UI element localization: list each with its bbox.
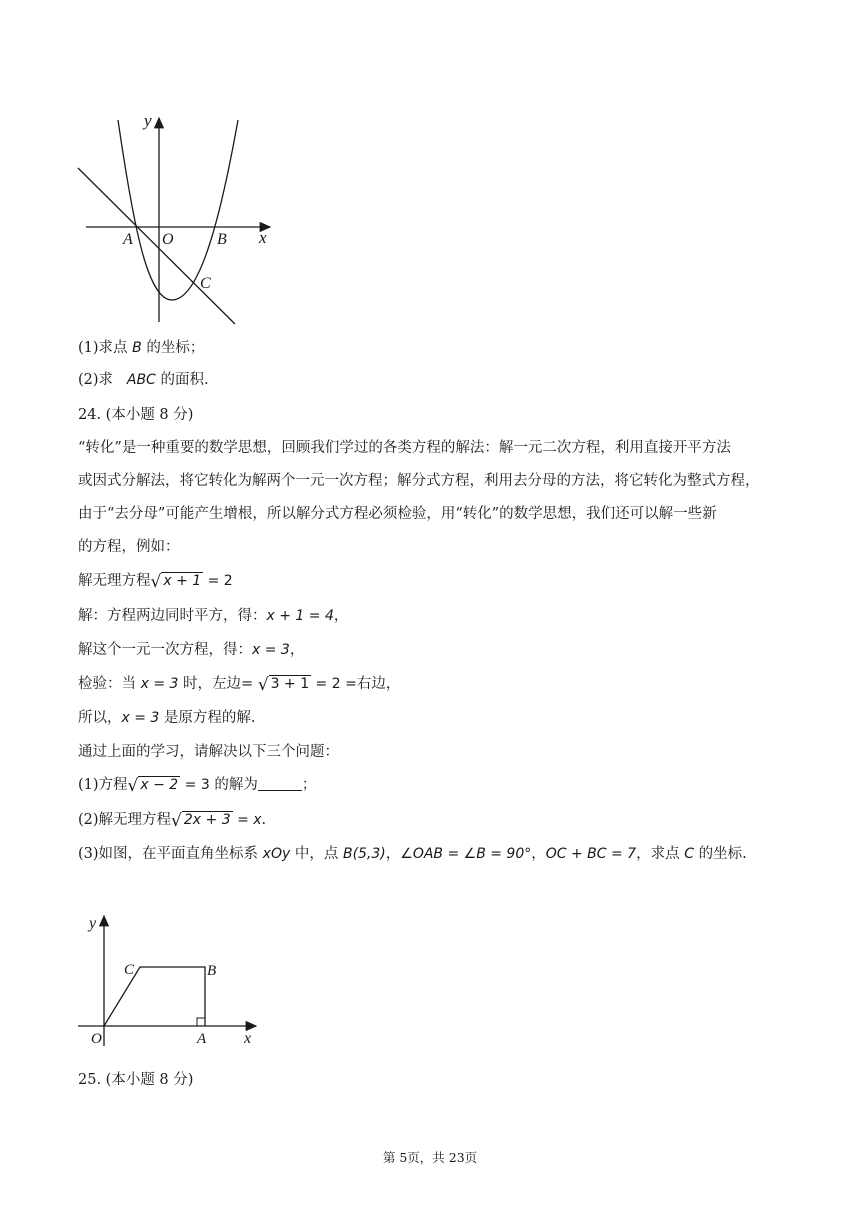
page-footer: 第 5页，共 23页 bbox=[382, 1150, 478, 1165]
p3-b: xOy bbox=[262, 846, 291, 862]
axis-label-x: x bbox=[244, 1030, 252, 1047]
parabola-curve bbox=[118, 120, 238, 300]
point-label-a: A bbox=[123, 231, 133, 248]
p3-i: ，求点 bbox=[636, 846, 685, 862]
point-label-a: A bbox=[197, 1031, 207, 1047]
check-math: x = 3 bbox=[140, 676, 179, 692]
conclusion-prefix: 所以， bbox=[78, 710, 122, 726]
point-label-c: C bbox=[124, 962, 135, 978]
conclusion-suffix: 是原方程的解. bbox=[159, 710, 256, 726]
p3-g: ， bbox=[531, 846, 546, 862]
example-label: 解无理方程 bbox=[78, 573, 151, 589]
q24-example bbox=[78, 572, 233, 591]
q23-part1-var: B bbox=[132, 340, 142, 356]
radical-example: √ x + 1 bbox=[150, 572, 202, 592]
q24-solution-1 bbox=[78, 607, 348, 625]
q24-intro-3: 由于“去分母”可能产生增根，所以解分式方程必须检验，用“转化”的数学思想，我们还可以解一些新 bbox=[78, 506, 717, 522]
q24-problem-3 bbox=[78, 845, 747, 863]
example-radicand: x + 1 bbox=[163, 573, 202, 589]
check-mid: 时，左边= bbox=[178, 676, 258, 692]
q24-problem-2 bbox=[78, 811, 266, 830]
p3-h: OC + BC = 7 bbox=[545, 846, 637, 862]
q24-conclusion bbox=[78, 709, 256, 727]
point-label-o: O bbox=[91, 1031, 102, 1047]
point-label-c: C bbox=[200, 275, 211, 292]
q24-check bbox=[78, 675, 400, 694]
q24-transition: 通过上面的学习，请解决以下三个问题： bbox=[78, 744, 339, 760]
q23-part1 bbox=[78, 339, 204, 357]
q23-part1-prefix: (1)求点 bbox=[78, 340, 133, 356]
radical-p2: √ 2x + 3 bbox=[171, 811, 231, 831]
axis-label-x: x bbox=[259, 228, 267, 247]
p3-k: 的坐标. bbox=[693, 846, 747, 862]
q23-part1-suffix: 的坐标； bbox=[141, 340, 205, 356]
conclusion-math: x = 3 bbox=[121, 710, 160, 726]
p2-radicand: 2x + 3 bbox=[183, 812, 231, 828]
radical-p1: √ x − 2 bbox=[127, 776, 179, 796]
sol-1-prefix: 解：方程两边同时平方，得： bbox=[78, 608, 267, 624]
p3-c: 中，点 bbox=[290, 846, 343, 862]
sol-2-suffix: ， bbox=[289, 642, 305, 658]
p2-rhs: = x bbox=[232, 812, 262, 828]
q23-part2-suffix: 的面积. bbox=[155, 372, 209, 388]
sol-2-prefix: 解这个一元一次方程，得： bbox=[78, 642, 252, 658]
check-suffix: 右边， bbox=[356, 676, 401, 692]
sol-2-math: x = 3 bbox=[252, 642, 290, 658]
shape-oabc bbox=[104, 967, 205, 1026]
p1-radicand: x − 2 bbox=[140, 777, 179, 793]
p1-suffix: 的解为 bbox=[209, 777, 258, 793]
check-radicand: 3 + 1 bbox=[270, 676, 310, 692]
q24-intro-4: 的方程，例如： bbox=[78, 539, 180, 555]
p3-d: B(5,3) bbox=[342, 846, 386, 862]
q24-intro-2: 或因式分解法，将它转化为解两个一元一次方程；解分式方程，利用去分母的方法，将它转化为整式方程， bbox=[78, 473, 760, 489]
q23-part2-var: ABC bbox=[126, 372, 156, 388]
q25-heading: 25. (本小题 8 分) bbox=[78, 1072, 194, 1088]
check-prefix: 检验：当 bbox=[78, 676, 141, 692]
p3-e: ， bbox=[385, 846, 401, 862]
axis-label-y: y bbox=[144, 111, 152, 130]
point-label-b: B bbox=[217, 231, 227, 248]
q23-part2 bbox=[78, 371, 209, 389]
p1-prefix: (1)方程 bbox=[78, 777, 128, 793]
p2-prefix: (2)解无理方程 bbox=[78, 812, 172, 828]
point-label-o: O bbox=[162, 231, 174, 248]
sol-1-math: x + 1 = 4 bbox=[266, 608, 334, 624]
p2-end: . bbox=[261, 812, 267, 828]
answer-blank[interactable] bbox=[258, 777, 302, 791]
point-label-b: B bbox=[207, 963, 217, 979]
q23-part2-prefix: (2)求 bbox=[78, 372, 118, 388]
p3-j: C bbox=[684, 846, 694, 862]
p1-rhs: = 3 bbox=[180, 777, 210, 793]
q24-heading: 24. (本小题 8 分) bbox=[78, 407, 194, 423]
axis-label-y: y bbox=[89, 915, 97, 932]
q24-solution-2 bbox=[78, 641, 304, 659]
right-angle-mark bbox=[197, 1018, 205, 1026]
q24-intro-1: “转化”是一种重要的数学思想，回顾我们学过的各类方程的解法：解一元二次方程，利用直接开平方法 bbox=[78, 440, 731, 456]
p3-a: (3)如图，在平面直角坐标系 bbox=[78, 846, 263, 862]
straight-line bbox=[78, 168, 235, 324]
radical-check: √ 3 + 1 bbox=[257, 675, 310, 695]
example-rhs: = 2 bbox=[203, 573, 233, 589]
figure-parabola bbox=[76, 110, 282, 332]
sol-1-suffix: ， bbox=[333, 608, 349, 624]
p3-f: ∠OAB = ∠B = 90° bbox=[400, 846, 532, 862]
check-eq: = 2 = bbox=[311, 676, 357, 692]
p1-end: ； bbox=[301, 777, 317, 793]
figure-trapezoid bbox=[76, 908, 266, 1050]
q24-problem-1 bbox=[78, 776, 316, 795]
